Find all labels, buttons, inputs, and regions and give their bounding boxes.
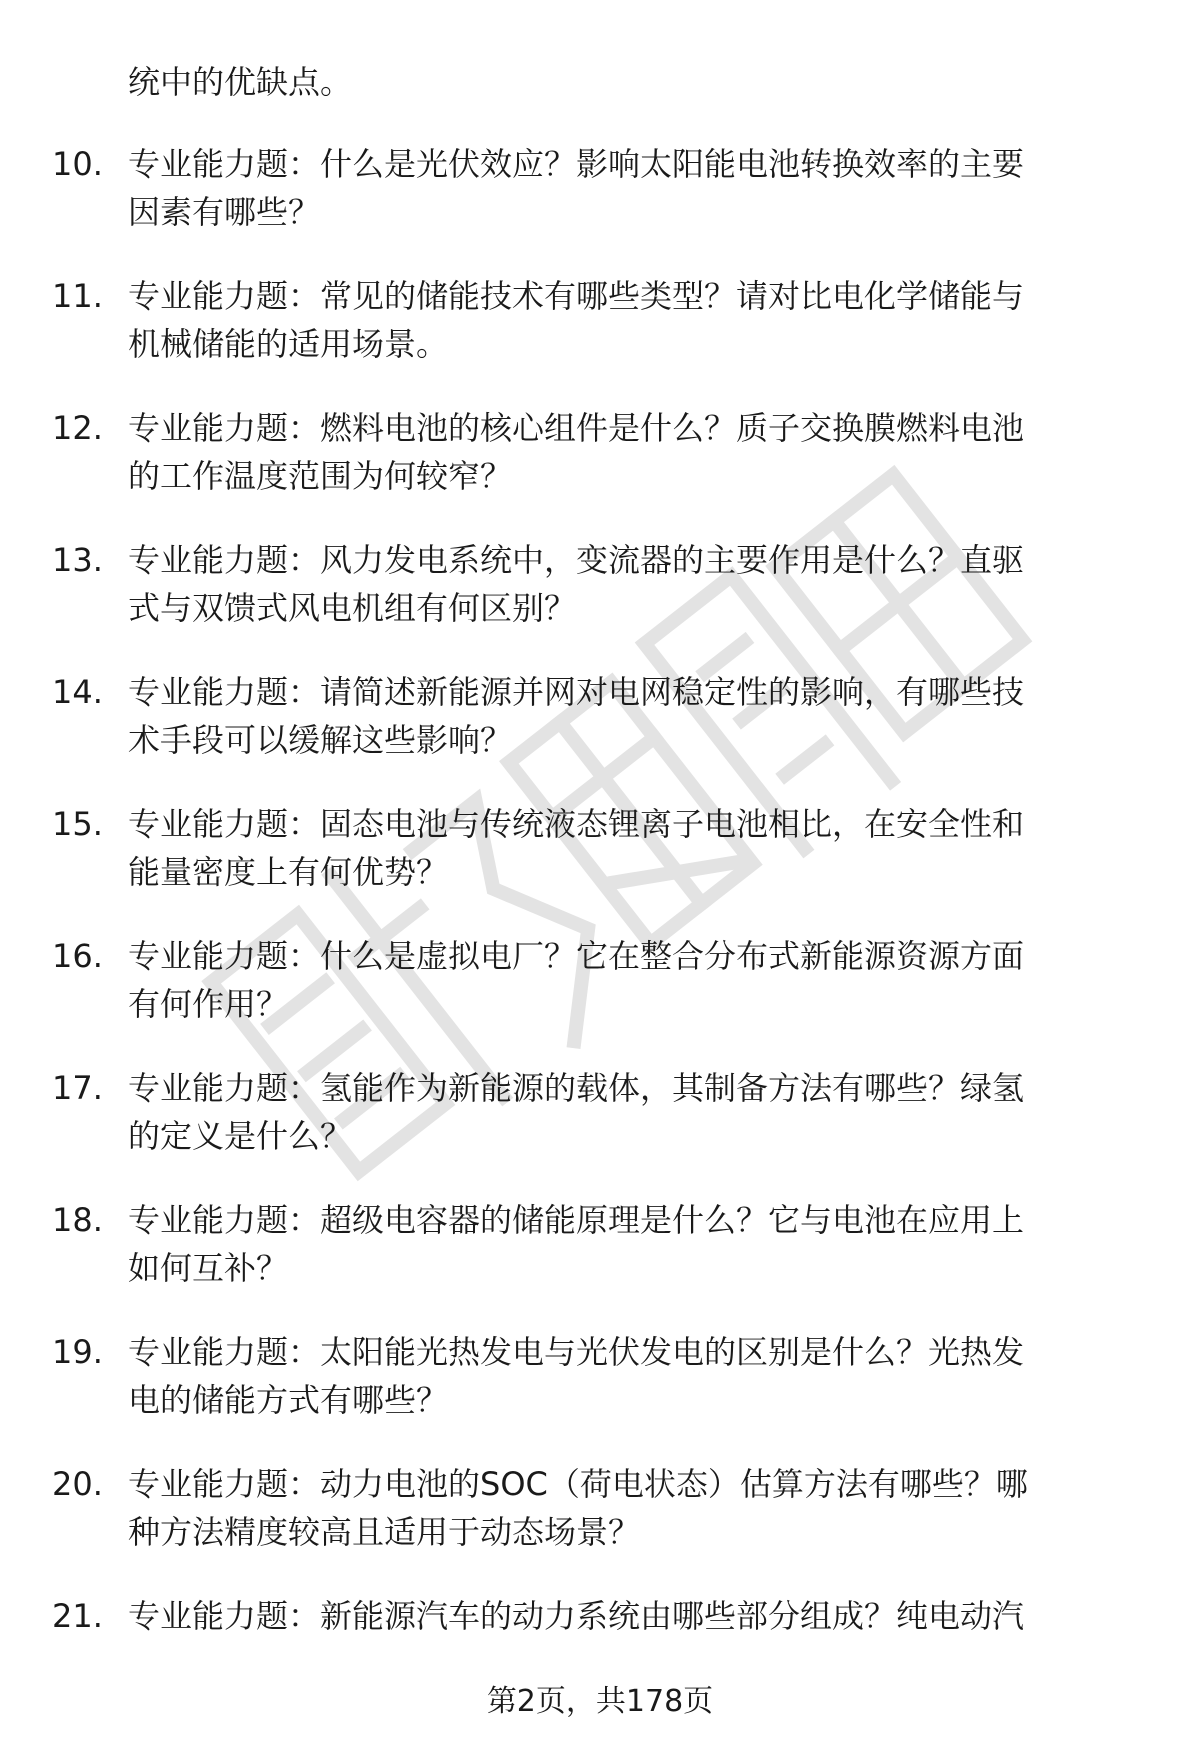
- question-number: 12.: [52, 409, 103, 447]
- question-text-line: 专业能力题：什么是光伏效应？影响太阳能电池转换效率的主要: [128, 145, 1025, 183]
- question-text: [128, 932, 1138, 1028]
- question-text-line: 专业能力题：请简述新能源并网对电网稳定性的影响，有哪些技: [128, 673, 1025, 711]
- question-text: [128, 1460, 1138, 1556]
- question-text-line: 电的储能方式有哪些？: [128, 1381, 449, 1419]
- question-number: 19.: [52, 1333, 103, 1371]
- question-text: [128, 404, 1138, 500]
- question-item: [0, 932, 1200, 1064]
- question-text: [128, 1196, 1138, 1292]
- question-number: 15.: [52, 805, 103, 843]
- question-text-line: 专业能力题：固态电池与传统液态锂离子电池相比，在安全性和: [128, 805, 1025, 843]
- continuation-text: 统中的优缺点。: [128, 63, 353, 101]
- question-text-line: 专业能力题：常见的储能技术有哪些类型？请对比电化学储能与: [128, 277, 1025, 315]
- question-item: [0, 1328, 1200, 1460]
- question-item: [0, 404, 1200, 536]
- question-text-line: 能量密度上有何优势？: [128, 853, 449, 891]
- question-item: [0, 272, 1200, 404]
- question-number: 18.: [52, 1201, 103, 1239]
- question-text-line: 的工作温度范围为何较窄？: [128, 457, 513, 495]
- question-text-line: 专业能力题：风力发电系统中，变流器的主要作用是什么？直驱: [128, 541, 1025, 579]
- question-number: 14.: [52, 673, 103, 711]
- question-text-line: 专业能力题：燃料电池的核心组件是什么？质子交换膜燃料电池: [128, 409, 1025, 447]
- question-text-line: 种方法精度较高且适用于动态场景？: [128, 1513, 641, 1551]
- question-number: 21.: [52, 1597, 103, 1635]
- question-text-line: 专业能力题：新能源汽车的动力系统由哪些部分组成？纯电动汽: [128, 1597, 1025, 1635]
- question-item: [0, 1460, 1200, 1592]
- question-text: [128, 1592, 1138, 1640]
- question-text: [128, 800, 1138, 896]
- question-text-line: 术手段可以缓解这些影响？: [128, 721, 513, 759]
- question-text: [128, 140, 1138, 236]
- question-text-line: 的定义是什么？: [128, 1117, 353, 1155]
- question-number: 11.: [52, 277, 103, 315]
- question-text-line: 因素有哪些？: [128, 193, 321, 231]
- question-list: [0, 140, 1200, 1724]
- question-text-line: 机械储能的适用场景。: [128, 325, 449, 363]
- question-text: [128, 1328, 1138, 1424]
- question-text-line: 专业能力题：什么是虚拟电厂？它在整合分布式新能源资源方面: [128, 937, 1025, 975]
- question-item: [0, 1064, 1200, 1196]
- question-number: 13.: [52, 541, 103, 579]
- page-footer: 第2页，共178页: [486, 1684, 714, 1719]
- question-text: [128, 536, 1138, 632]
- question-text-line: 专业能力题：太阳能光热发电与光伏发电的区别是什么？光热发: [128, 1333, 1025, 1371]
- question-number: 16.: [52, 937, 103, 975]
- question-item: [0, 140, 1200, 272]
- question-item: [0, 536, 1200, 668]
- question-number: 10.: [52, 145, 103, 183]
- question-item: [0, 800, 1200, 932]
- question-item: [0, 668, 1200, 800]
- question-text: [128, 1064, 1138, 1160]
- question-text-line: 专业能力题：超级电容器的储能原理是什么？它与电池在应用上: [128, 1201, 1025, 1239]
- question-text-line: 专业能力题：动力电池的SOC（荷电状态）估算方法有哪些？哪: [128, 1465, 1028, 1503]
- question-text: [128, 272, 1138, 368]
- question-text-line: 专业能力题：氢能作为新能源的载体，其制备方法有哪些？绿氢: [128, 1069, 1025, 1107]
- question-item: [0, 1196, 1200, 1328]
- question-text-line: 有何作用？: [128, 985, 289, 1023]
- question-number: 17.: [52, 1069, 103, 1107]
- question-number: 20.: [52, 1465, 103, 1503]
- question-text-line: 如何互补？: [128, 1249, 289, 1287]
- question-text: [128, 668, 1138, 764]
- question-text-line: 式与双馈式风电机组有何区别？: [128, 589, 577, 627]
